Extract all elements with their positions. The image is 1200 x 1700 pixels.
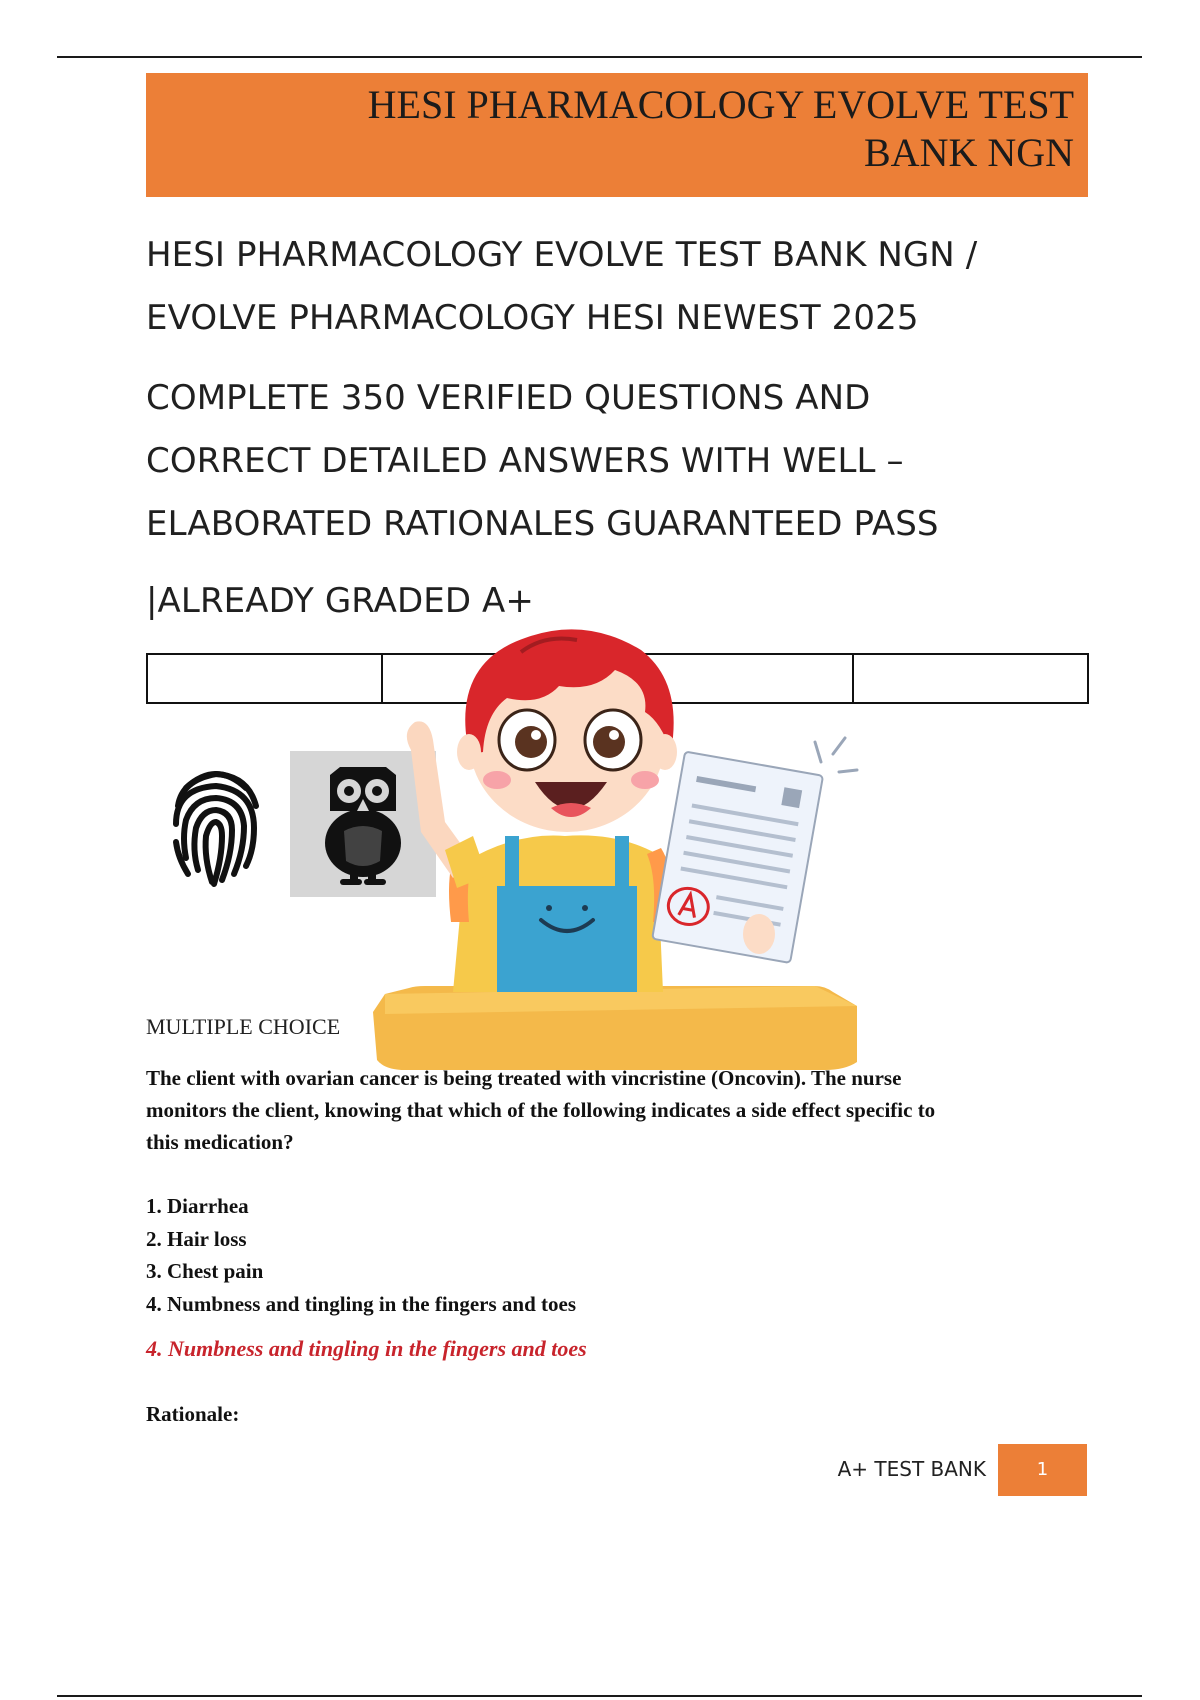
fingerprint-icon	[168, 758, 264, 888]
answer-options	[146, 1190, 576, 1320]
document-title-block	[146, 224, 1106, 350]
document-subtitle-block	[146, 367, 1106, 556]
document-subtitle-line-1: COMPLETE 350 VERIFIED QUESTIONS AND	[146, 378, 871, 418]
question-line-2: monitors the client, knowing that which of the following indicates a side effect specific to	[146, 1098, 936, 1122]
cartoon-student-illustration	[345, 622, 905, 1082]
correct-answer: 4. Numbness and tingling in the fingers and toes	[146, 1336, 587, 1361]
section-label: MULTIPLE CHOICE	[146, 1014, 341, 1039]
rationale-label: Rationale:	[146, 1402, 240, 1426]
document-subtitle-line-2: CORRECT DETAILED ANSWERS WITH WELL –	[146, 441, 904, 481]
document-title-line-2: EVOLVE PHARMACOLOGY HESI NEWEST 2025	[146, 298, 919, 338]
document-subtitle-line-3: ELABORATED RATIONALES GUARANTEED PASS	[146, 504, 939, 544]
banner-title-line-2: BANK NGN	[864, 130, 1074, 175]
top-rule	[57, 56, 1142, 58]
bottom-rule	[57, 1695, 1142, 1697]
banner-title-line-1: HESI PHARMACOLOGY EVOLVE TEST	[367, 82, 1074, 127]
question-text	[146, 1062, 1086, 1158]
option-item: 3. Chest pain	[146, 1259, 264, 1283]
footer-label: A+ TEST BANK	[837, 1457, 986, 1481]
option-item: 4. Numbness and tingling in the fingers and toes	[146, 1291, 576, 1316]
page-number: 1	[998, 1444, 1087, 1496]
question-line-1: The client with ovarian cancer is being treated with vincristine (Oncovin). The nurse	[146, 1066, 902, 1090]
document-title-line-1: HESI PHARMACOLOGY EVOLVE TEST BANK NGN /	[146, 235, 978, 275]
option-item: 2. Hair loss	[146, 1226, 247, 1251]
question-line-3: this medication?	[146, 1130, 294, 1154]
grade-claim-text: |ALREADY GRADED A+	[146, 581, 534, 621]
title-banner	[146, 73, 1088, 197]
option-item: 1. Diarrhea	[146, 1194, 249, 1218]
